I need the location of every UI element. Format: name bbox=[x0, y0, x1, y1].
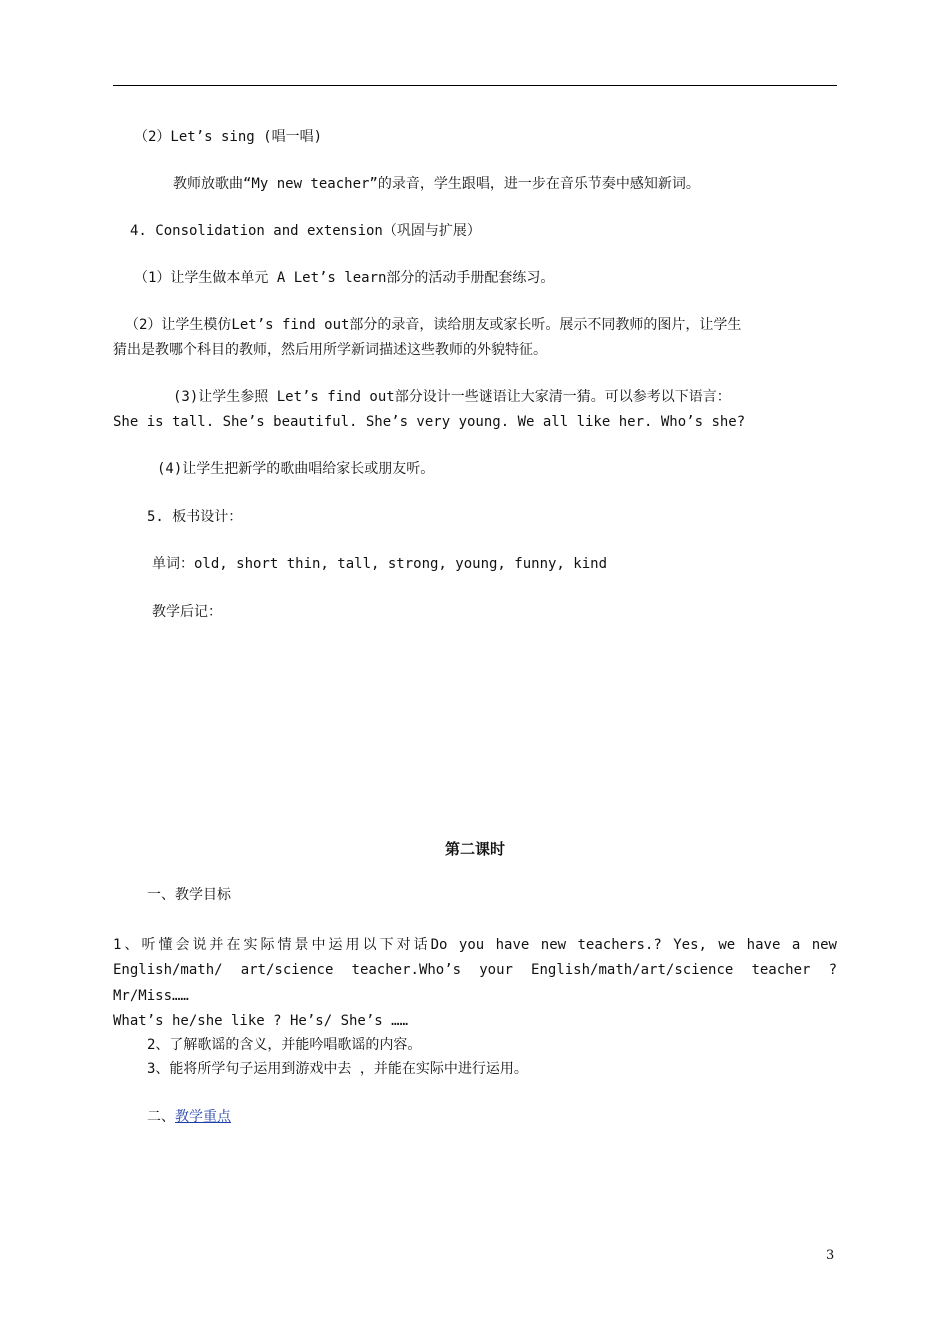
header-rule bbox=[113, 85, 837, 86]
lets-sing-heading: （2）Let’s sing (唱一唱) bbox=[134, 129, 323, 145]
activity-3-line-2: She is tall. She’s beautiful. She’s very young. We all like her. Who’s she? bbox=[113, 414, 746, 430]
board-design-words: 单词：old, short thin, tall, strong, young, funny, kind bbox=[152, 556, 608, 572]
activity-3-line-1: (3)让学生参照 Let’s find out部分设计一些谜语让大家清一猜。可以参考以下语言： bbox=[173, 389, 731, 405]
teaching-notes-label: 教学后记： bbox=[152, 604, 222, 620]
page-number: 3 bbox=[826, 1248, 835, 1263]
goal-3: 3、能将所学句子运用到游戏中去 ，并能在实际中进行运用。 bbox=[147, 1061, 528, 1077]
goal-1-line-1: 1、听懂会说并在实际情景中运用以下对话Do you have new teachers.? Yes, we have a new bbox=[113, 937, 837, 953]
goal-heading: 一、教学目标 bbox=[147, 887, 231, 903]
focus-prefix: 二、 bbox=[147, 1109, 175, 1125]
activity-4: (4)让学生把新学的歌曲唱给家长或朋友听。 bbox=[157, 461, 435, 477]
activity-1: （1）让学生做本单元 A Let’s learn部分的活动手册配套练习。 bbox=[134, 270, 555, 286]
activity-2-line-1: （2）让学生模仿Let’s find out部分的录音，读给朋友或家长听。展示不同教师的图片，让学生 bbox=[125, 317, 742, 333]
goal-2: 2、了解歌谣的含义，并能吟唱歌谣的内容。 bbox=[147, 1037, 422, 1053]
activity-2-line-2: 猜出是教哪个科目的教师，然后用所学新词描述这些教师的外貌特征。 bbox=[113, 342, 547, 358]
lesson-title: 第二课时 bbox=[444, 840, 505, 858]
goal-1-line-4: What’s he/she like ? He’s/ She’s …… bbox=[113, 1013, 409, 1029]
goal-1-line-2: English/math/ art/science teacher.Who’s your English/math/art/science teacher ? bbox=[113, 962, 837, 978]
lets-sing-text: 教师放歌曲“My new teacher”的录音，学生跟唱，进一步在音乐节奏中感知新词。 bbox=[173, 176, 700, 192]
consolidation-heading: 4. Consolidation and extension（巩固与扩展） bbox=[130, 223, 481, 239]
board-design-heading: 5. 板书设计： bbox=[147, 509, 243, 525]
focus-link[interactable]: 教学重点 bbox=[175, 1109, 231, 1125]
focus-heading bbox=[147, 1108, 231, 1126]
goal-1-line-3: Mr/Miss…… bbox=[113, 988, 189, 1004]
